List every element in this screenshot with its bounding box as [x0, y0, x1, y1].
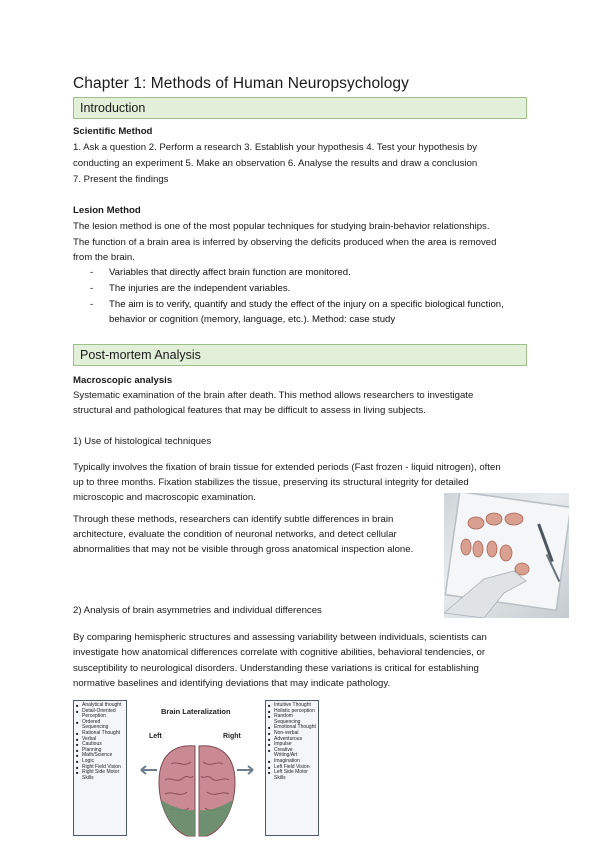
macroscopic-line: Systematic examination of the brain after death. This method allows researchers to investigate	[73, 390, 474, 401]
list-item: ■ Verbal	[76, 737, 125, 743]
list-item: ■ Logic	[76, 759, 125, 765]
asymmetries-line: susceptibility to neurological disorders. Understanding these variations is critical for establishing	[73, 663, 479, 674]
bullet-dash: -	[90, 298, 94, 310]
histology-line: microscopic and macroscopic examination.	[73, 492, 256, 503]
list-item: ■ Emotional Thought	[268, 725, 317, 731]
section-heading-introduction: Introduction	[73, 97, 527, 119]
macroscopic-line: structural and pathological features that may be difficult to assess in living subjects.	[73, 405, 426, 416]
list-item: ■ Creative Writing/Art	[268, 748, 317, 759]
histology-title: 1) Use of histological techniques	[73, 436, 212, 447]
through-methods-line: abnormalities that may not be visible through gross anatomical inspection alone.	[73, 544, 414, 555]
through-methods-line: architecture, evaluate the condition of neuronal networks, and detect cellular	[73, 529, 397, 540]
list-item: ■ Detail-Oriented Perception	[76, 709, 125, 720]
list-item: ■ Non-verbal	[268, 731, 317, 737]
brain-lateralization-figure	[73, 700, 321, 840]
scientific-method-line: conducting an experiment 5. Make an observation 6. Analyse the results and draw a conclusion	[73, 158, 478, 169]
list-item	[73, 297, 513, 329]
through-methods-line: Through these methods, researchers can identify subtle differences in brain	[73, 514, 394, 525]
list-item: ■ Right Side Motor Skills	[76, 770, 125, 781]
asymmetries-title: 2) Analysis of brain asymmetries and individual differences	[73, 605, 322, 616]
asymmetries-line: investigate how anatomical differences correlate with cognitive abilities, behavioral tendencies, or	[73, 647, 486, 658]
dissection-tray-illustration	[444, 493, 569, 618]
histology-line: up to three months. Fixation stabilizes the tissue, preserving its structural integrity for detailed	[73, 477, 469, 488]
list-item: ■ Right Field Vision	[76, 765, 125, 771]
brain-dissection-photo	[444, 493, 569, 618]
list-item: ■ Imagination	[268, 759, 317, 765]
list-item: ■ Impulse	[268, 742, 317, 748]
list-item: ■ Adventurous	[268, 737, 317, 743]
brain-illustration	[131, 740, 263, 840]
scientific-method-line: 1. Ask a question 2. Perform a research 3. Establish your hypothesis 4. Test your hypothesis by	[73, 142, 478, 153]
left-arrow-icon	[141, 766, 157, 774]
bullet-text: Variables that directly affect brain function are monitored.	[109, 267, 351, 278]
bullet-text: The injuries are the independent variables.	[109, 282, 291, 294]
scientific-method-title: Scientific Method	[73, 126, 153, 137]
list-item: ■ Rational Thought	[76, 731, 125, 737]
asymmetries-line: normative baselines and identifying deviations that may indicate pathology.	[73, 678, 391, 689]
list-item: ■ Math/Science	[76, 753, 125, 759]
right-label: Right	[223, 733, 241, 740]
list-item: ■ Cautious	[76, 742, 125, 748]
list-item: ■ Holistic perception	[268, 709, 317, 715]
figure-title: Brain Lateralization	[161, 707, 231, 716]
lesion-paragraph-line: The lesion method is one of the most popular techniques for studying brain-behavior relationships.	[73, 221, 490, 232]
list-item: ■ Analytical thought	[76, 703, 125, 709]
chapter-title: Chapter 1: Methods of Human Neuropsychology	[73, 75, 410, 92]
list-item: ■ Left Side Motor Skills	[268, 770, 317, 781]
list-item	[73, 281, 513, 297]
right-hemisphere-list	[265, 700, 319, 836]
bullet-dash: -	[90, 267, 94, 278]
lesion-method-title: Lesion Method	[73, 205, 141, 216]
lesion-paragraph-line: The function of a brain area is inferred by observing the deficits produced when the area is removed	[73, 237, 497, 248]
bullet-text: The aim is to verify, quantify and study the effect of the injury on a specific biological function, behavior or cognition (memory, language, etc.). Method: case study	[109, 298, 504, 326]
left-hemisphere-list	[73, 700, 127, 836]
lesion-bullet-list	[73, 265, 513, 328]
histology-line: Typically involves the fixation of brain tissue for extended periods (Fast frozen - liquid nitrogen), often	[73, 462, 501, 473]
section-heading-post-mortem: Post-mortem Analysis	[73, 344, 527, 366]
asymmetries-line: By comparing hemispheric structures and assessing variability between individuals, scientists can	[73, 632, 487, 643]
list-item: ■ Random Sequencing	[268, 714, 317, 725]
list-item: ■ Planning	[76, 748, 125, 754]
macroscopic-title: Macroscopic analysis	[73, 375, 173, 386]
list-item: ■ Ordered Sequencing	[76, 720, 125, 731]
list-item: ■ Intuitive Thought	[268, 703, 317, 709]
bullet-dash: -	[90, 282, 94, 294]
list-item: ■ Left Field Vision	[268, 765, 317, 771]
lesion-paragraph-line: from the brain.	[73, 252, 135, 263]
left-label: Left	[149, 733, 162, 740]
right-arrow-icon	[237, 766, 253, 774]
list-item	[73, 265, 513, 281]
scientific-method-line: 7. Present the findings	[73, 174, 169, 185]
